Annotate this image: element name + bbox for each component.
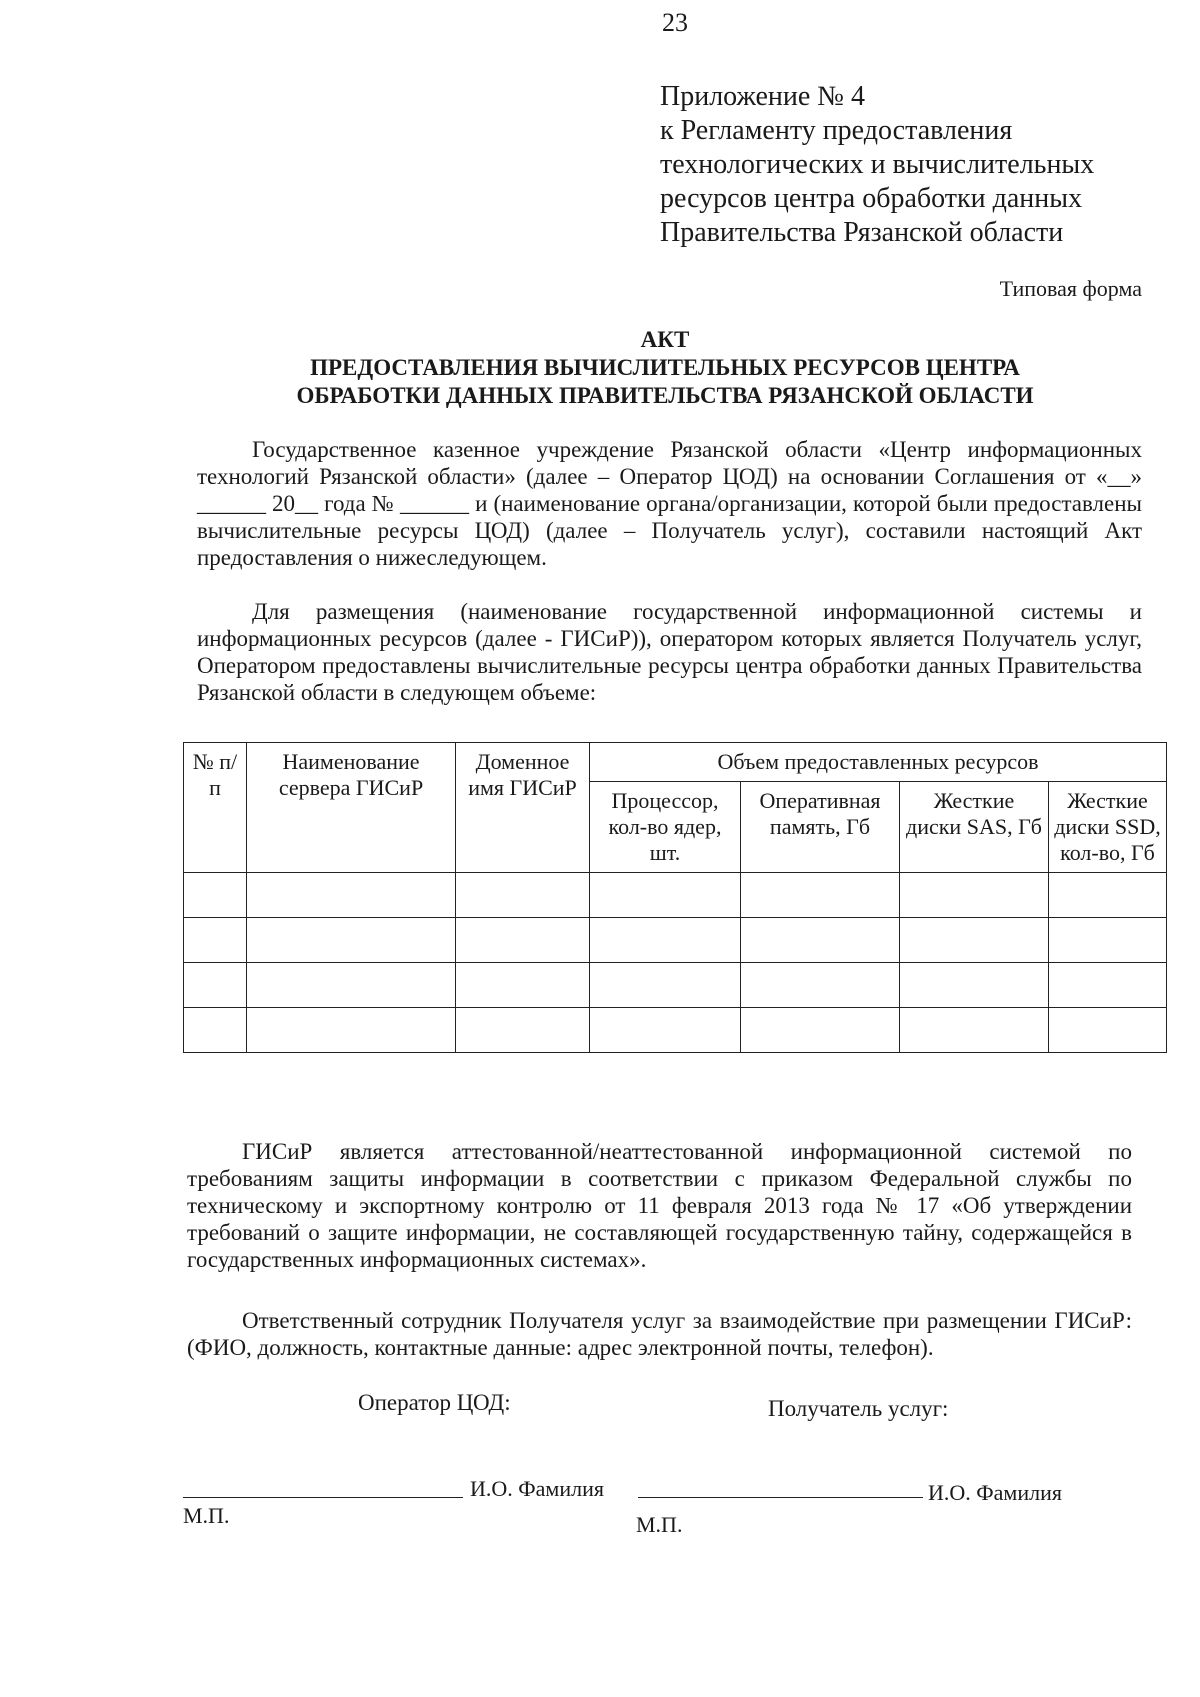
table-cell	[900, 918, 1049, 963]
title-line: ОБРАБОТКИ ДАННЫХ ПРАВИТЕЛЬСТВА РЯЗАНСКОЙ ОБЛАСТИ	[296, 383, 1034, 408]
appendix-header	[660, 80, 1094, 250]
col-header-resources: Объем предоставленных ресурсов	[590, 743, 1167, 782]
recipient-signature-line	[638, 1497, 923, 1498]
table-cell	[456, 918, 590, 963]
table-cell	[247, 918, 456, 963]
col-header-cpu: Процессор, кол-во ядер, шт.	[590, 782, 741, 873]
table-cell	[247, 1008, 456, 1053]
col-header-server: Наименование сервера ГИСиР	[247, 743, 456, 873]
recipient-label: Получатель услуг:	[768, 1396, 949, 1421]
title-line: АКТ	[640, 327, 690, 352]
table-cell	[184, 918, 247, 963]
table-row	[184, 1008, 1167, 1053]
appendix-line: Правительства Рязанской области	[660, 217, 1064, 248]
table-cell	[590, 1008, 741, 1053]
table-cell	[590, 963, 741, 1008]
table-cell	[1049, 873, 1167, 918]
table-cell	[456, 963, 590, 1008]
table-row	[184, 873, 1167, 918]
page-number: 23	[662, 8, 688, 37]
table-cell	[456, 1008, 590, 1053]
seal-mark-recipient: М.П.	[636, 1512, 683, 1537]
appendix-line: технологических и вычислительных	[660, 149, 1095, 180]
col-header-ssd: Жесткие диски SSD, кол-во, Гб	[1049, 782, 1167, 873]
resources-table	[183, 742, 1167, 1053]
table-cell	[1049, 1008, 1167, 1053]
paragraph-placement: Для размещения (наименование государственной информационной системы и информационных ресурсов (далее - ГИСиР)), оператором которых является Получатель услуг, Оператором предоставлены вычислительные ресурсы центра обработки данных Правительства Рязанской области в следующем объеме:	[197, 599, 1142, 705]
table-cell	[900, 963, 1049, 1008]
form-type-label: Типовая форма	[999, 276, 1142, 301]
paragraph-parties: Государственное казенное учреждение Рязанской области «Центр информационных технологий Рязанской области» (далее – Оператор ЦОД) на основании Соглашения от «__» ______ 20__ года № ______ и (наименование органа/организации, которой были предоставлены вычислительные ресурсы ЦОД) (далее – Получатель услуг), составили настоящий Акт предоставления о нижеследующем.	[197, 437, 1142, 570]
table-row	[184, 963, 1167, 1008]
table-cell	[184, 1008, 247, 1053]
table-cell	[1049, 918, 1167, 963]
table-cell	[741, 963, 900, 1008]
table-cell	[590, 918, 741, 963]
table-cell	[184, 873, 247, 918]
table-cell	[590, 873, 741, 918]
document-title	[180, 326, 1150, 410]
col-header-sas: Жесткие диски SAS, Гб	[900, 782, 1049, 873]
table-cell	[184, 963, 247, 1008]
table-cell	[247, 963, 456, 1008]
operator-name: И.О. Фамилия	[470, 1476, 604, 1501]
col-header-domain: Доменное имя ГИСиР	[456, 743, 590, 873]
table-cell	[900, 873, 1049, 918]
table-cell	[741, 918, 900, 963]
appendix-line: ресурсов центра обработки данных	[660, 183, 1083, 214]
table-cell	[1049, 963, 1167, 1008]
paragraph-responsible: Ответственный сотрудник Получателя услуг за взаимодействие при размещении ГИСиР: (ФИО, должность, контактные данные: адрес электронной почты, телефон).	[187, 1308, 1132, 1360]
operator-signature-line	[183, 1497, 463, 1498]
table-cell	[456, 873, 590, 918]
table-cell	[741, 1008, 900, 1053]
table-cell	[247, 873, 456, 918]
table-cell	[900, 1008, 1049, 1053]
paragraph-attestation: ГИСиР является аттестованной/неаттестованной информационной системой по требованиям защиты информации в соответствии с приказом Федеральной службы по техническому и экспортному контролю от 11 февраля 2013 года № 17 «Об утверждении требований о защите информации, не составляющей государственную тайну, содержащейся в государственных информационных системах».	[187, 1139, 1132, 1272]
seal-mark-operator: М.П.	[183, 1503, 230, 1528]
table-row	[184, 918, 1167, 963]
operator-label: Оператор ЦОД:	[358, 1390, 511, 1415]
table-header-row	[184, 743, 1167, 782]
recipient-name: И.О. Фамилия	[928, 1480, 1062, 1505]
appendix-line: к Регламенту предоставления	[660, 115, 1013, 146]
appendix-line: Приложение № 4	[660, 81, 865, 112]
table-cell	[741, 873, 900, 918]
col-header-ram: Оперативная память, Гб	[741, 782, 900, 873]
title-line: ПРЕДОСТАВЛЕНИЯ ВЫЧИСЛИТЕЛЬНЫХ РЕСУРСОВ ЦЕНТРА	[310, 355, 1020, 380]
col-header-number: № п/п	[184, 743, 247, 873]
